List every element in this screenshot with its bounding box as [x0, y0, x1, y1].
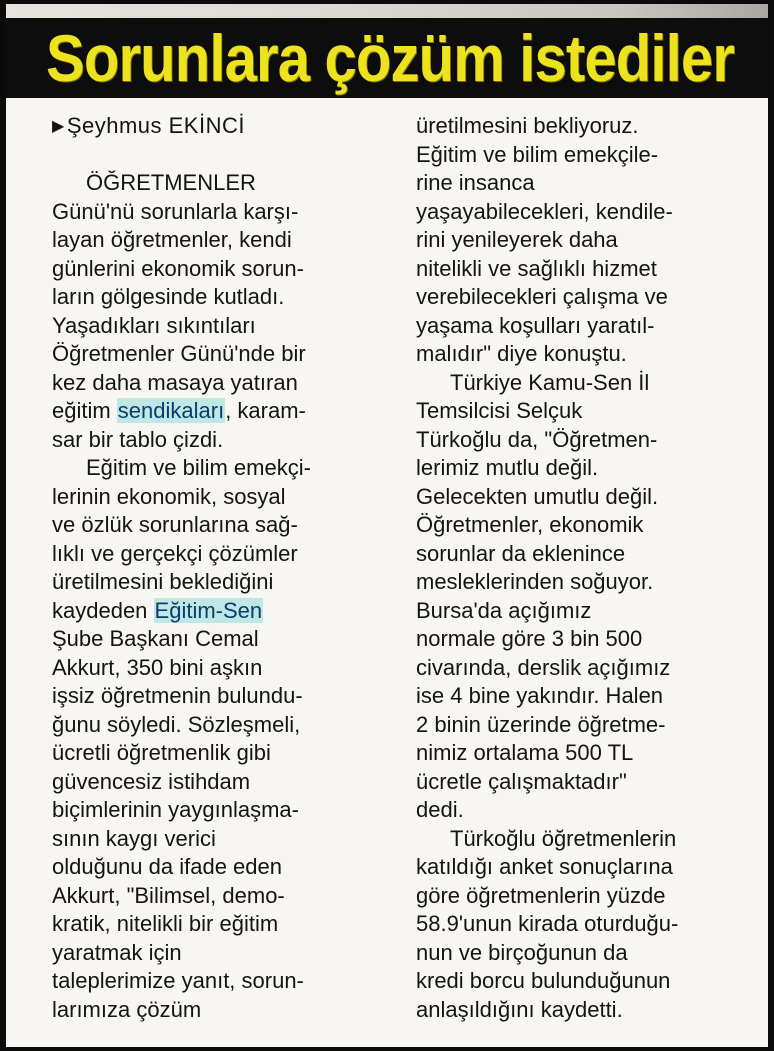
text-line: [52, 397, 382, 426]
line-text: Türkoğlu öğretmenlerin: [450, 825, 677, 851]
line-text: Şube Başkanı Cemal: [52, 626, 259, 651]
right-column: [416, 112, 756, 1024]
text-line: [416, 654, 756, 683]
line-text: kez daha masaya yatıran: [52, 369, 298, 395]
line-text: larımıza çözüm: [52, 996, 202, 1022]
text-line: [52, 283, 382, 312]
text-line: [416, 682, 756, 711]
line-text-after: , karam-: [225, 398, 306, 423]
text-line: [52, 682, 382, 711]
text-line: [52, 939, 382, 968]
line-text: lıklı ve gerçekçi çözümler: [52, 540, 298, 566]
text-line: [416, 483, 756, 512]
line-text: yaşayabilecekleri, kendile-: [416, 198, 673, 224]
text-line: [52, 654, 382, 683]
line-text: 2 binin üzerinde öğretme-: [416, 711, 666, 737]
text-line: [416, 540, 756, 569]
spacer-line: [52, 141, 382, 170]
line-text: kredi borcu bulunduğunun: [416, 968, 671, 993]
byline: [52, 112, 382, 141]
text-line: [416, 625, 756, 654]
line-text: ise 4 bine yakındır. Halen: [416, 683, 664, 708]
text-line: [416, 768, 756, 797]
line-text: kaydeden: [52, 597, 154, 623]
line-text: sorunlar da eklenince: [416, 540, 626, 566]
line-text: Temsilcisi Selçuk: [416, 398, 583, 423]
text-line: [416, 141, 756, 170]
text-line: [416, 397, 756, 426]
line-text: nun ve birçoğunun da: [416, 939, 628, 965]
text-line: [416, 853, 756, 882]
line-text: rini yenileyerek daha: [416, 227, 618, 252]
line-text: üretilmesini bekliyoruz.: [416, 113, 639, 138]
line-text: üretilmesini beklediğini: [52, 569, 274, 594]
text-line: [52, 312, 382, 341]
line-text: sının kaygı verici: [52, 825, 216, 851]
line-text: ücretle çalışmaktadır": [416, 768, 627, 794]
line-text: nitelikli ve sağlıklı hizmet: [416, 255, 657, 281]
text-line: [416, 112, 756, 141]
text-line: [52, 711, 382, 740]
text-line: [52, 853, 382, 882]
line-text: malıdır" diye konuştu.: [416, 341, 627, 366]
line-text: işsiz öğretmenin bulundu-: [52, 683, 303, 708]
newspaper-clipping: [6, 4, 768, 1047]
highlighted-term: Eğitim-Sen: [154, 597, 263, 623]
text-line: [416, 996, 756, 1025]
line-text: Eğitim ve bilim emekçile-: [416, 141, 659, 167]
text-line: [52, 340, 382, 369]
text-line: [52, 825, 382, 854]
text-line: [416, 426, 756, 455]
byline-arrow-icon: ▶: [52, 118, 65, 135]
headline: Sorunlara çözüm istediler: [46, 21, 735, 95]
text-line: [52, 768, 382, 797]
text-line: [52, 255, 382, 284]
text-line: [52, 454, 382, 483]
text-line: [416, 939, 756, 968]
line-text: sar bir tablo çizdi.: [52, 426, 224, 452]
line-text: ve özlük sorunlarına sağ-: [52, 512, 298, 537]
text-line: [416, 226, 756, 255]
text-line: [416, 169, 756, 198]
line-text: katıldığı anket sonuçlarına: [416, 854, 673, 879]
text-line: [416, 312, 756, 341]
right-column-text: [416, 112, 756, 1024]
line-text: lerimiz mutlu değil.: [416, 455, 599, 480]
line-text: 58.9'unun kirada oturduğu-: [416, 911, 679, 936]
text-line: [416, 882, 756, 911]
line-text: kratik, nitelikli bir eğitim: [52, 911, 279, 936]
line-text: Eğitim ve bilim emekçi-: [86, 455, 311, 480]
line-text: ların gölgesinde kutladı.: [52, 284, 285, 309]
text-line: [52, 198, 382, 227]
line-text: eğitim: [52, 398, 117, 423]
line-text: ğunu söyledi. Sözleşmeli,: [52, 711, 301, 737]
scan-edge: [6, 4, 768, 18]
line-text: günlerini ekonomik sorun-: [52, 255, 304, 281]
line-text: Türkiye Kamu-Sen İl: [450, 369, 650, 395]
line-text: Akkurt, "Bilimsel, demo-: [52, 882, 285, 908]
line-text: ücretli öğretmenlik gibi: [52, 740, 271, 765]
text-line: [52, 426, 382, 455]
line-text: yaratmak için: [52, 939, 182, 965]
text-line: [416, 283, 756, 312]
text-line: [52, 369, 382, 398]
text-line: [52, 483, 382, 512]
line-text: güvencesiz istihdam: [52, 768, 251, 794]
line-text: biçimlerinin yaygınlaşma-: [52, 797, 299, 822]
text-line: [52, 739, 382, 768]
text-line: [416, 711, 756, 740]
line-text: ÖĞRETMENLER: [86, 170, 256, 195]
text-line: [416, 910, 756, 939]
line-text: normale göre 3 bin 500: [416, 626, 643, 651]
article-body: [6, 98, 768, 1047]
line-text: verebilecekleri çalışma ve: [416, 284, 668, 309]
headline-bar: [6, 18, 768, 98]
highlighted-term: sendikaları: [117, 398, 225, 423]
line-text: lerinin ekonomik, sosyal: [52, 483, 286, 509]
line-text: mesleklerinden soğuyor.: [416, 569, 654, 594]
line-text: anlaşıldığını kaydetti.: [416, 996, 623, 1022]
line-text: Bursa'da açığımız: [416, 597, 592, 623]
text-line: [52, 226, 382, 255]
text-line: [52, 568, 382, 597]
text-line: [416, 511, 756, 540]
text-line: [416, 454, 756, 483]
text-line: [416, 568, 756, 597]
text-line: [52, 967, 382, 996]
text-line: [416, 597, 756, 626]
text-line: [416, 369, 756, 398]
text-line: [52, 625, 382, 654]
text-line: [416, 255, 756, 284]
text-line: [52, 511, 382, 540]
line-text: rine insanca: [416, 170, 535, 195]
text-line: [416, 825, 756, 854]
text-line: [52, 996, 382, 1025]
byline-name: Şeyhmus EKİNCİ: [66, 113, 245, 138]
text-line: [52, 796, 382, 825]
line-text: nimiz ortalama 500 TL: [416, 740, 634, 765]
line-text: Öğretmenler Günü'nde bir: [52, 341, 306, 366]
text-line: [416, 340, 756, 369]
text-line: [416, 198, 756, 227]
line-text: göre öğretmenlerin yüzde: [416, 882, 666, 908]
line-text: Akkurt, 350 bini aşkın: [52, 654, 263, 680]
line-text: Gelecekten umutlu değil.: [416, 483, 659, 509]
text-line: [52, 540, 382, 569]
text-line: [416, 967, 756, 996]
left-column: [52, 112, 382, 1024]
line-text: taleplerimize yanıt, sorun-: [52, 968, 304, 993]
line-text: Öğretmenler, ekonomik: [416, 512, 644, 537]
text-line: [52, 597, 382, 626]
line-text: layan öğretmenler, kendi: [52, 227, 292, 252]
text-line: [52, 169, 382, 198]
text-line: [52, 882, 382, 911]
text-line: [52, 910, 382, 939]
line-text: yaşama koşulları yaratıl-: [416, 312, 655, 338]
line-text: civarında, derslik açığımız: [416, 654, 671, 680]
line-text: Günü'nü sorunlarla karşı-: [52, 198, 299, 224]
line-text: dedi.: [416, 797, 464, 822]
line-text: Türkoğlu da, "Öğretmen-: [416, 426, 658, 452]
line-text: Yaşadıkları sıkıntıları: [52, 312, 256, 338]
left-column-text: [52, 169, 382, 1024]
text-line: [416, 739, 756, 768]
text-line: [416, 796, 756, 825]
line-text: olduğunu da ifade eden: [52, 854, 282, 879]
